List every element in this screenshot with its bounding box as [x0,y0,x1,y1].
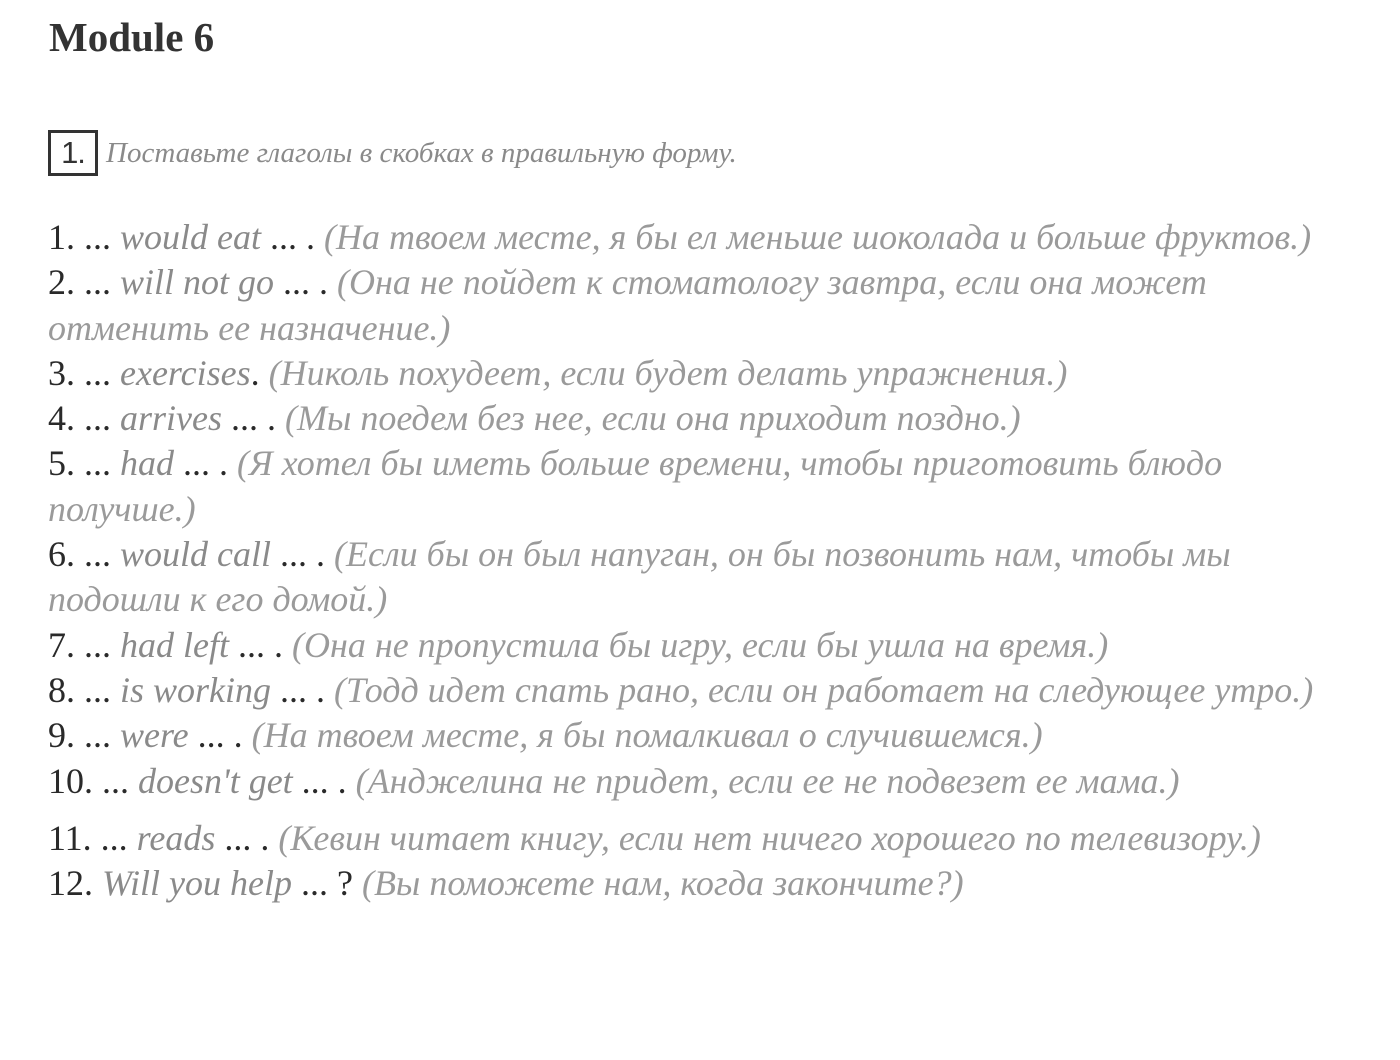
answer-ellipsis: ... [75,715,120,756]
answer-translation: (На твоем месте, я бы ел меньше шоколада и больше фруктов.) [324,217,1312,257]
answer-verb: will not go [120,262,275,303]
answer-ellipsis: ... [75,669,120,710]
answer-verb: had [120,443,174,484]
task-instruction: Поставьте глаголы в скобках в правильную форму. [106,137,737,169]
answer-ellipsis: ... [75,217,120,257]
answer-translation: (Анджелина не придет, если ее не подвезет ее мама.) [355,760,1180,801]
answer-ellipsis-end: ... . [271,669,335,710]
answer-ellipsis: ... [75,624,120,665]
answer-number: 10. [48,760,93,801]
answer-number: 2. [48,262,75,303]
answer-ellipsis: ... [91,817,137,858]
answer-ellipsis-end: . [250,352,269,393]
answer-number: 3. [48,352,75,393]
answer-number: 11. [48,817,92,858]
answer-ellipsis-end: ... . [215,817,279,858]
answer-translation: (Кевин читает книгу, если нет ничего хорошего по телевизору.) [278,817,1261,858]
answer-ellipsis-end: ... . [274,262,338,303]
answer-ellipsis-end: ... . [188,715,252,756]
answer-translation: (Я хотел бы иметь больше времени, чтобы приготовить блюдо получше.) [48,443,1223,529]
answer-item [48,623,1368,668]
answer-number: 12. [48,863,93,904]
answer-verb: doesn't get [138,760,293,801]
answer-ellipsis: ... [75,443,120,484]
answer-translation: (Она не пойдет к стоматологу завтра, если она может отменить ее назначение.) [48,262,1207,348]
answer-ellipsis: ... [75,262,120,303]
answer-item [48,351,1368,396]
answer-verb: arrives [120,398,222,439]
answer-ellipsis-end: ... . [292,760,356,801]
answer-verb: Will you help [102,863,292,904]
answer-translation: (Тодд идет спать рано, если он работает на следующее утро.) [334,669,1314,710]
answer-translation: (Она не пропустила бы игру, если бы ушла на время.) [291,624,1109,665]
answer-verb: exercises [120,352,251,393]
answer-item [48,260,1368,351]
answer-item [48,532,1368,623]
answer-item [48,215,1368,260]
answer-item [48,759,1368,804]
task-header [48,130,737,176]
answer-translation: (Если бы он был напуган, он бы позвонить нам, чтобы мы подошли к его домой.) [48,534,1231,620]
answer-ellipsis-end: ... . [174,443,237,484]
answer-verb: is working [120,669,272,710]
answer-ellipsis: ... [75,352,120,393]
answer-ellipsis-end: ... . [271,534,334,575]
answer-number: 7. [48,624,75,665]
answer-verb: had left [120,624,229,665]
answer-translation: (Вы поможете нам, когда закончите?) [361,863,964,904]
answer-ellipsis-end: ... . [261,217,324,257]
answer-ellipsis [93,863,102,903]
answer-ellipsis: ... [75,398,120,439]
task-number-box: 1. [48,130,98,176]
answer-ellipsis-end: ... . [222,398,285,439]
answer-item [48,816,1368,861]
answer-translation: (Мы поедем без нее, если она приходит поздно.) [285,398,1021,439]
answer-ellipsis: ... [93,760,138,801]
answer-number: 6. [48,534,75,575]
answer-verb: would eat [120,217,261,257]
answer-ellipsis: ... [75,534,120,575]
answer-verb: were [120,715,189,756]
answer-ellipsis-end: ... . [228,624,292,665]
answer-number: 5. [48,443,75,484]
answer-item [48,668,1368,713]
answer-translation: (На твоем месте, я бы помалкивал о случившемся.) [251,715,1043,756]
answer-item [48,861,1368,906]
answer-number: 9. [48,715,75,756]
answer-number: 1. [48,217,75,257]
answer-item [48,441,1368,532]
answer-verb: reads [136,817,216,858]
answer-number: 4. [48,398,75,439]
module-title: Module 6 [49,14,215,60]
answer-list [48,215,1368,906]
answer-translation: (Николь похудеет, если будет делать упражнения.) [268,352,1068,393]
answer-number: 8. [48,669,75,710]
answer-item [48,396,1368,441]
answer-verb: would call [120,534,271,575]
answer-ellipsis-end: ... ? [291,863,362,904]
answer-item [48,713,1368,758]
